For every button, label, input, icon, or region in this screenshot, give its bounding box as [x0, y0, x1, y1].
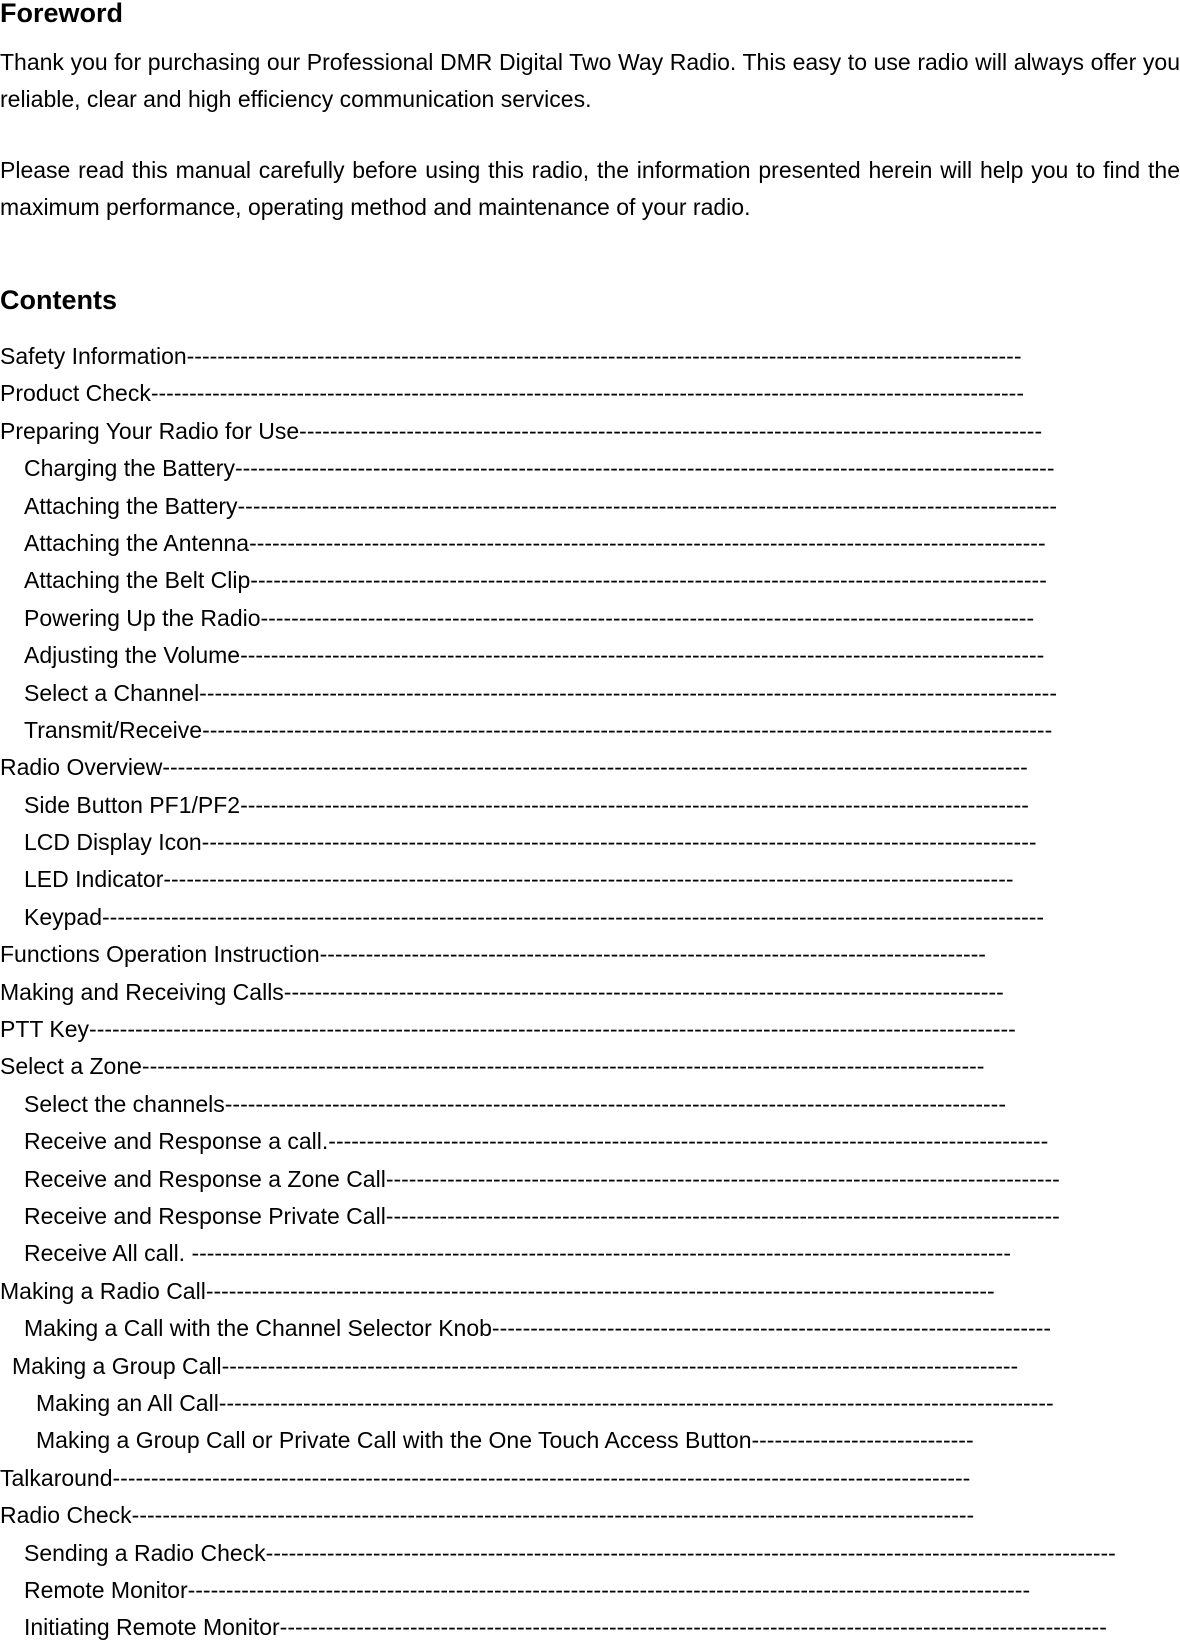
toc-entry [0, 1535, 1180, 1572]
toc-entry-label: Attaching the Battery----------------------------------------------------------------------------------------------------------- [24, 492, 1058, 519]
toc-entry [0, 675, 1180, 712]
toc-entry-label: Functions Operation Instruction--------------------------------------------------------------------------------------- [0, 941, 986, 968]
toc-entry [0, 1161, 1180, 1198]
toc-entry-label: LCD Display Icon------------------------------------------------------------------------------------------------------------- [24, 829, 1037, 856]
toc-entry [0, 637, 1180, 674]
foreword-paragraph-2: Please read this manual carefully before using this radio, the information presented herein will help you to find the maximum performance, operating method and maintenance of your radio. [0, 157, 1180, 220]
toc-entry [0, 749, 1180, 786]
toc-entry [0, 974, 1180, 1011]
toc-entry-label: Product Check------------------------------------------------------------------------------------------------------------------ [0, 380, 1024, 407]
toc-entry-label: PTT Key------------------------------------------------------------------------------------------------------------------------- [0, 1016, 1016, 1043]
toc-entry-label: Safety Information------------------------------------------------------------------------------------------------------------- [0, 343, 1022, 369]
toc-entry [0, 824, 1180, 861]
toc-entry-label: Initiating Remote Monitor------------------------------------------------------------------------------------------------------------ [24, 1614, 1107, 1641]
foreword-paragraph-1: Thank you for purchasing our Professional DMR Digital Two Way Radio. This easy to use radio will always offer you reliable, clear and high efficiency communication services. [0, 49, 1180, 112]
toc-entry [0, 1235, 1180, 1272]
toc-entry-label: Making and Receiving Calls---------------------------------------------------------------------------------------------- [0, 978, 1004, 1005]
toc-entry-label: Keypad--------------------------------------------------------------------------------------------------------------------------- [24, 903, 1045, 930]
toc-entry-label: Making a Group Call-------------------------------------------------------------------------------------------------------- [12, 1352, 1019, 1379]
toc-entry-label: Radio Check-------------------------------------------------------------------------------------------------------------- [0, 1502, 975, 1529]
toc-entry-label: Side Button PF1/PF2------------------------------------------------------------------------------------------------------- [24, 791, 1029, 818]
toc-entry-label: Select the channels------------------------------------------------------------------------------------------------------ [24, 1090, 1006, 1117]
toc-entry-label: Making a Radio Call------------------------------------------------------------------------------------------------------- [0, 1277, 995, 1304]
toc-entry-label: Receive All call. ----------------------------------------------------------------------------------------------------------- [24, 1240, 1011, 1267]
toc-entry-label: Talkaround---------------------------------------------------------------------------------------------------------------- [0, 1464, 971, 1491]
toc-entry-label: Remote Monitor-------------------------------------------------------------------------------------------------------------- [24, 1576, 1031, 1603]
table-of-contents [0, 338, 1180, 1647]
toc-entry [0, 861, 1180, 898]
toc-entry-label: Receive and Response a Zone Call---------------------------------------------------------------------------------------- [24, 1165, 1060, 1192]
foreword-heading: Foreword [0, 0, 124, 28]
toc-entry-label: Preparing Your Radio for Use------------------------------------------------------------------------------------------------- [0, 417, 1043, 444]
toc-entry [0, 1310, 1180, 1347]
toc-entry [0, 562, 1180, 599]
toc-entry-label: Making a Call with the Channel Selector Knob------------------------------------------------------------------------- [24, 1315, 1052, 1342]
toc-entry [0, 1048, 1180, 1085]
toc-entry [0, 488, 1180, 525]
toc-entry [0, 787, 1180, 824]
toc-entry-label: Attaching the Antenna-------------------------------------------------------------------------------------------------------- [24, 529, 1046, 556]
toc-entry [0, 413, 1180, 450]
toc-entry [0, 1422, 1180, 1459]
toc-entry [0, 1198, 1180, 1235]
toc-entry [0, 1609, 1180, 1646]
toc-entry [0, 936, 1180, 973]
toc-entry-label: Attaching the Belt Clip-------------------------------------------------------------------------------------------------------- [24, 567, 1047, 594]
toc-entry [0, 525, 1180, 562]
toc-entry [0, 600, 1180, 637]
toc-entry [0, 1123, 1180, 1160]
toc-entry-label: Charging the Battery----------------------------------------------------------------------------------------------------------- [24, 455, 1055, 482]
toc-entry [0, 1348, 1180, 1385]
toc-entry [0, 1460, 1180, 1497]
toc-entry [0, 338, 1180, 375]
toc-entry [0, 712, 1180, 749]
toc-entry-label: Making a Group Call or Private Call with the One Touch Access Button----------------------------- [36, 1427, 974, 1454]
toc-entry-label: Transmit/Receive--------------------------------------------------------------------------------------------------------------- [24, 716, 1053, 743]
toc-entry [0, 1572, 1180, 1609]
toc-entry [0, 1497, 1180, 1534]
toc-entry [0, 1385, 1180, 1422]
toc-entry-label: Sending a Radio Check--------------------------------------------------------------------------------------------------------------- [24, 1539, 1116, 1566]
toc-entry-label: Making an All Call------------------------------------------------------------------------------------------------------------- [36, 1389, 1054, 1416]
contents-heading: Contents [0, 285, 117, 315]
toc-entry-label: Radio Overview----------------------------------------------------------------------------------------------------------------- [0, 754, 1028, 781]
toc-entry-label: Select a Channel---------------------------------------------------------------------------------------------------------------- [24, 679, 1058, 706]
toc-entry [0, 450, 1180, 487]
toc-entry [0, 1011, 1180, 1048]
toc-entry [0, 1086, 1180, 1123]
toc-entry [0, 375, 1180, 412]
toc-entry-label: LED Indicator--------------------------------------------------------------------------------------------------------------- [24, 866, 1014, 893]
toc-entry-label: Adjusting the Volume--------------------------------------------------------------------------------------------------------- [24, 642, 1045, 669]
toc-entry-label: Select a Zone-------------------------------------------------------------------------------------------------------------- [0, 1053, 985, 1080]
toc-entry-label: Receive and Response Private Call---------------------------------------------------------------------------------------- [24, 1202, 1060, 1229]
toc-entry [0, 899, 1180, 936]
toc-entry-label: Receive and Response a call.---------------------------------------------------------------------------------------------- [24, 1128, 1049, 1155]
toc-entry-label: Powering Up the Radio----------------------------------------------------------------------------------------------------- [24, 604, 1035, 631]
toc-entry [0, 1273, 1180, 1310]
